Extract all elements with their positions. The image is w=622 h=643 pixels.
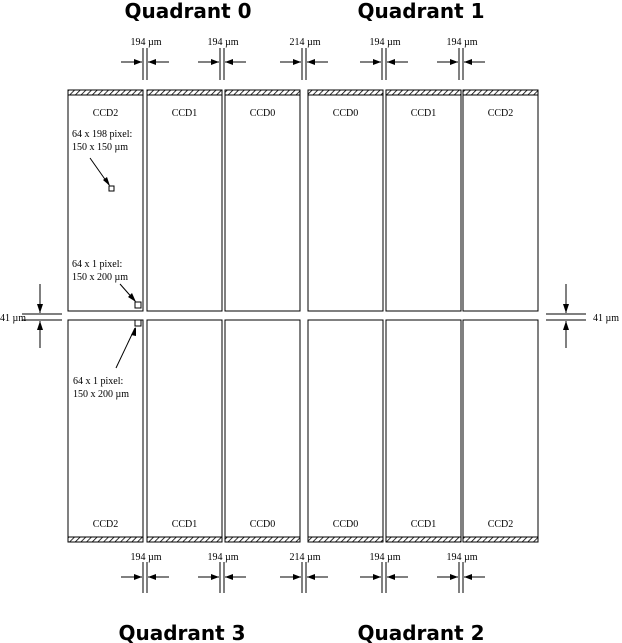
gap-label: 194 µm [207,552,239,563]
ccd-chip-outline [147,320,222,542]
ccd-label: CCD0 [249,519,276,530]
chip-readout-edge-hatch [308,90,383,95]
ccd-label: CCD1 [171,108,198,119]
chip-readout-edge-hatch [463,537,538,542]
ccd-chip-outline [463,90,538,311]
vertical-gap-label-right: 41 µm [593,313,620,324]
main-pixel-label-line2: 150 x 150 µm [72,142,129,153]
ccd-chip-outline [225,320,300,542]
quadrant-2-title: Quadrant 2 [357,621,485,643]
ccd-chip-bottom-5 [463,320,538,542]
gap-marker-bottom-2 [280,552,328,593]
quadrant-1-title: Quadrant 1 [357,0,485,23]
ccd-label: CCD1 [171,519,198,530]
gap-label: 194 µm [446,552,478,563]
chip-readout-edge-hatch [386,90,461,95]
gap-label: 194 µm [207,37,239,48]
ccd-chip-top-3 [308,90,383,311]
chip-readout-edge-hatch [386,537,461,542]
ccd-chip-top-5 [463,90,538,311]
gap-marker-top-3 [360,37,408,80]
chip-readout-edge-hatch [147,537,222,542]
ccd-chip-outline [308,90,383,311]
ccd-chip-array [68,90,538,542]
gap-marker-bottom-4 [437,552,485,593]
chip-readout-edge-hatch [308,537,383,542]
gap-label: 214 µm [289,37,321,48]
ccd-chip-top-4 [386,90,461,311]
top-edge-pixel-label-line1: 64 x 1 pixel: [72,259,123,270]
chip-readout-edge-hatch [68,537,143,542]
quadrant-3-title: Quadrant 3 [118,621,246,643]
main-pixel-marker [109,186,114,191]
vertical-gap-marker-left [0,284,62,348]
gap-label: 194 µm [446,37,478,48]
ccd-label: CCD1 [410,519,437,530]
ccd-chip-bottom-0 [68,320,143,542]
chip-readout-edge-hatch [225,90,300,95]
gap-marker-top-0 [121,37,169,80]
gap-marker-bottom-0 [121,552,169,593]
gap-marker-bottom-3 [360,552,408,593]
ccd-chip-top-2 [225,90,300,311]
ccd-chip-outline [147,90,222,311]
ccd-chip-outline [225,90,300,311]
gap-label: 194 µm [369,37,401,48]
ccd-label: CCD2 [487,108,514,119]
bottom-edge-pixel-marker [135,320,141,326]
ccd-chip-outline [463,320,538,542]
ccd-chip-outline [386,90,461,311]
chip-readout-edge-hatch [68,90,143,95]
ccd-label: CCD2 [92,519,119,530]
gap-marker-top-1 [198,37,246,80]
ccd-label: CCD2 [92,108,119,119]
ccd-label: CCD1 [410,108,437,119]
bottom-edge-pixel-label-line1: 64 x 1 pixel: [73,376,124,387]
ccd-chip-bottom-4 [386,320,461,542]
ccd-chip-outline [68,320,143,542]
ccd-chip-top-1 [147,90,222,311]
gap-label: 194 µm [369,552,401,563]
gap-marker-top-2 [280,37,328,80]
ccd-chip-outline [308,320,383,542]
vertical-gap-label-left: 41 µm [0,313,27,324]
chip-readout-edge-hatch [463,90,538,95]
bottom-edge-pixel-label-line2: 150 x 200 µm [73,389,130,400]
quadrant-0-title: Quadrant 0 [124,0,252,23]
gap-label: 194 µm [130,37,162,48]
gap-label: 214 µm [289,552,321,563]
gap-label: 194 µm [130,552,162,563]
ccd-label: CCD0 [332,519,359,530]
ccd-chip-outline [386,320,461,542]
ccd-chip-bottom-3 [308,320,383,542]
ccd-label: CCD2 [487,519,514,530]
gap-marker-bottom-1 [198,552,246,593]
ccd-chip-bottom-1 [147,320,222,542]
main-pixel-label-line1: 64 x 198 pixel: [72,129,133,140]
top-edge-pixel-label-line2: 150 x 200 µm [72,272,129,283]
chip-readout-edge-hatch [147,90,222,95]
ccd-label: CCD0 [332,108,359,119]
top-edge-pixel-marker [135,302,141,308]
vertical-gap-marker-right [546,284,619,348]
gap-marker-top-4 [437,37,485,80]
ccd-label: CCD0 [249,108,276,119]
chip-readout-edge-hatch [225,537,300,542]
ccd-chip-bottom-2 [225,320,300,542]
